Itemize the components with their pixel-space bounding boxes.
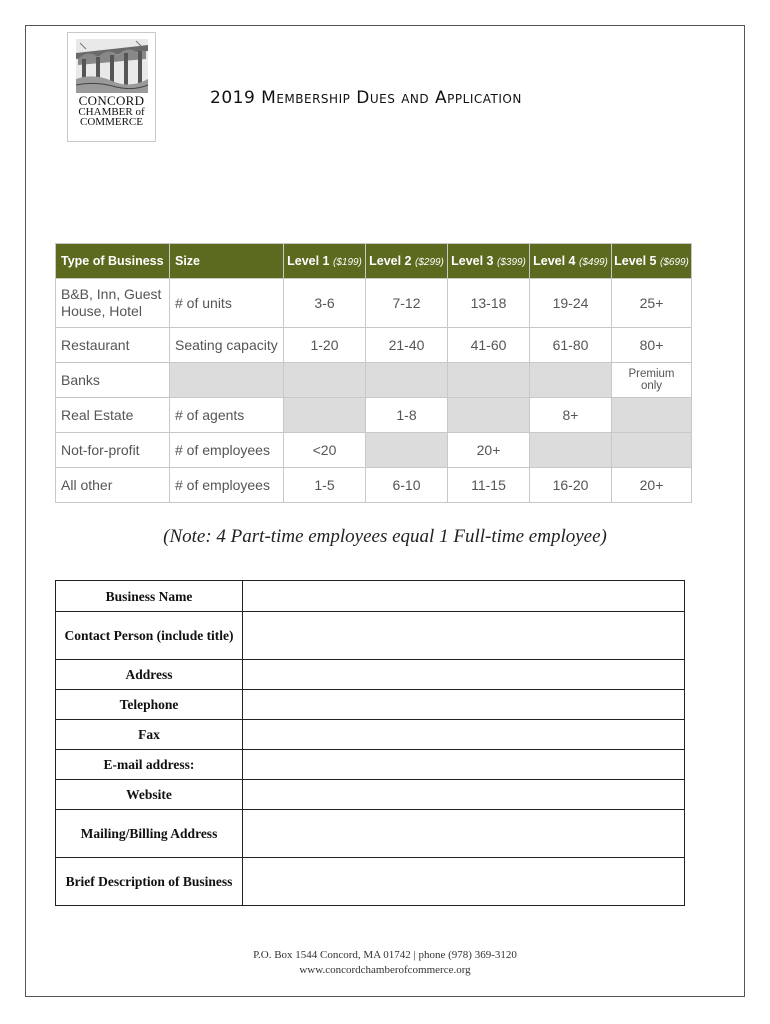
business-type-cell: B&B, Inn, Guest House, Hotel [56,279,170,328]
header-level-2: Level 2 ($299) [366,244,448,279]
form-row-address [56,660,685,690]
level-cell: 1-8 [366,398,448,433]
contact-person-field[interactable] [243,612,685,660]
table-row [56,433,692,468]
level-cell: <20 [284,433,366,468]
header-type: Type of Business [56,244,170,279]
level-cell-empty [366,433,448,468]
level-cell: 1-5 [284,468,366,503]
level-cell: 25+ [612,279,692,328]
form-row-email [56,750,685,780]
level-cell-empty [448,398,530,433]
website-field[interactable] [243,780,685,810]
size-cell: # of units [170,279,284,328]
logo-text-commerce: COMMERCE [80,116,143,128]
level-cell: 13-18 [448,279,530,328]
header-level-3: Level 3 ($399) [448,244,530,279]
size-cell: # of employees [170,468,284,503]
table-row [56,468,692,503]
bridge-illustration-icon [76,39,148,93]
telephone-field[interactable] [243,690,685,720]
level-cell-empty [612,433,692,468]
form-row-description [56,858,685,906]
logo-text-concord: CONCORD [78,93,145,108]
fax-field[interactable] [243,720,685,750]
level-cell-empty [530,363,612,398]
level-cell: 20+ [612,468,692,503]
table-row [56,328,692,363]
level-cell: 21-40 [366,328,448,363]
level-cell: 61-80 [530,328,612,363]
chamber-logo [67,32,156,142]
field-label: Website [56,780,243,810]
mailing-address-field[interactable] [243,810,685,858]
field-label: Brief Description of Business [56,858,243,906]
business-name-field[interactable] [243,581,685,612]
field-label: Business Name [56,581,243,612]
footer [0,948,770,978]
page-title: 2019 Membership Dues and Application [210,88,522,108]
level-cell-empty [530,433,612,468]
level-cell: 3-6 [284,279,366,328]
application-form-table [55,580,685,906]
form-row-website [56,780,685,810]
field-label: Fax [56,720,243,750]
form-row-telephone [56,690,685,720]
address-field[interactable] [243,660,685,690]
level-cell-empty [284,398,366,433]
field-label: Address [56,660,243,690]
size-cell: Seating capacity [170,328,284,363]
form-row-business-name [56,581,685,612]
business-type-cell: Restaurant [56,328,170,363]
header-level-4: Level 4 ($499) [530,244,612,279]
form-row-mailing-address [56,810,685,858]
level-cell: Premium only [612,363,692,398]
level-cell: 19-24 [530,279,612,328]
field-label: Telephone [56,690,243,720]
level-cell-empty [284,363,366,398]
dues-header-row [56,244,692,279]
field-label: Mailing/Billing Address [56,810,243,858]
table-row [56,363,692,398]
level-cell-empty [612,398,692,433]
business-type-cell: Real Estate [56,398,170,433]
level-cell: 41-60 [448,328,530,363]
level-cell: 8+ [530,398,612,433]
business-type-cell: All other [56,468,170,503]
header-level-1: Level 1 ($199) [284,244,366,279]
header-level-5: Level 5 ($699) [612,244,692,279]
business-type-cell: Not-for-profit [56,433,170,468]
footer-website-link[interactable]: www.concordchamberofcommerce.org [299,964,471,976]
table-row [56,279,692,328]
level-cell: 11-15 [448,468,530,503]
size-cell: # of agents [170,398,284,433]
level-cell-empty [448,363,530,398]
employee-note: (Note: 4 Part-time employees equal 1 Full-time employee) [163,526,607,547]
business-description-field[interactable] [243,858,685,906]
field-label: E-mail address: [56,750,243,780]
level-cell: 80+ [612,328,692,363]
size-cell: # of employees [170,433,284,468]
level-cell: 1-20 [284,328,366,363]
size-cell-empty [170,363,284,398]
field-label: Contact Person (include title) [56,612,243,660]
level-cell-empty [366,363,448,398]
business-type-cell: Banks [56,363,170,398]
level-cell: 16-20 [530,468,612,503]
logo-text-chamber: CHAMBER of [78,106,145,118]
level-cell: 7-12 [366,279,448,328]
level-cell: 6-10 [366,468,448,503]
footer-address: P.O. Box 1544 Concord, MA 01742 | phone (978) 369-3120 [253,949,517,961]
email-field[interactable] [243,750,685,780]
level-cell: 20+ [448,433,530,468]
header-size: Size [170,244,284,279]
form-row-fax [56,720,685,750]
membership-dues-table [55,243,692,503]
form-row-contact-person [56,612,685,660]
table-row [56,398,692,433]
